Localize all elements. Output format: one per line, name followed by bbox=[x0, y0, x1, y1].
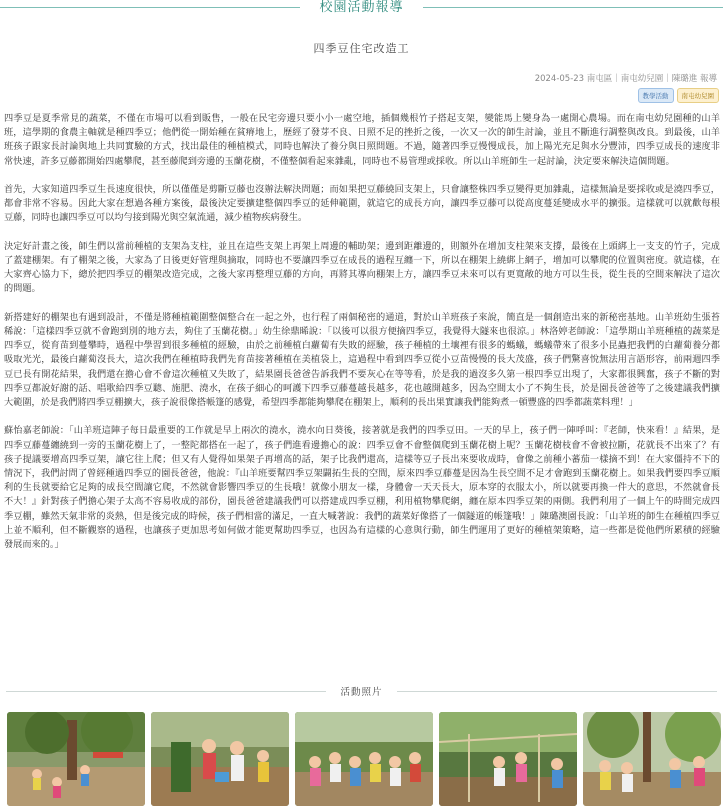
photo-gallery bbox=[7, 712, 721, 806]
photo-thumbnail-2[interactable] bbox=[151, 712, 289, 806]
photo-thumbnail-5[interactable] bbox=[583, 712, 721, 806]
paragraph: 四季豆是夏季常見的蔬菜，不僅在市場可以看到販售，一般在民宅旁邊只要小小一處空地，插個幾根竹子搭起支架，變能馬上變身為一處開心農場。而在南屯幼兒園種的山羊班，這學期的食農主軸就是種四季豆；他們從一開始種在貧瘠地上，歷經了發芽不良、日照不足的挫折之後，一次又一次的師生討論，並且不斷進行調整與改良。到最後，山羊班孩子跟家長討論與地上共同實驗的方式，找出最佳的種植模式，同時也解決了養分與日照問題。不過，隨著四季豆慢慢成長，加上陽光充足與水分豐沛，四季豆成長的速度非常快速，許多豆藤都開始四處攀爬，甚至藤爬到旁邊的玉蘭花樹，不僅整個看起來雜亂，同時也不易管理或採收。所以山羊班師生一起討論，決定要來解決這個問題。 bbox=[4, 113, 720, 167]
photos-header bbox=[0, 684, 723, 698]
photo-watering bbox=[151, 712, 289, 806]
article-title: 四季豆住宅改造工 bbox=[313, 42, 410, 55]
tag-list bbox=[638, 88, 720, 103]
photo-thumbnail-1[interactable] bbox=[7, 712, 145, 806]
paragraph: 新搭建好的棚架也有遇到設計，不僅是將種植範圍整個整合在一起之外，也行程了兩個秘密的通道，對於山羊班孩子來說，簡直是一個創造出來的新秘密基地。山羊班幼生張苔稀說：「這樣四季豆就不會跑到別的地方去，夠住了玉蘭花樹。」幼生徐鼎睎說：「以後可以很方便摘四季豆，我覺得大隧來也很涼。」林洛婷老師說：「這學期山羊班種植的蔬菜是四季豆，從育苗到蔓攀時，過程中學習到很多種植的經驗，由於之前種植白蘿蔔有失敗的經驗，孩子種植的土壤裡有很多的螞蟻，螞蟻帶來了很多小昆蟲把我們的白蘿蔔養分都吸取光光，最後白蘿蔔沒長大，這次我們在種植時我們先育苗接著種植在美植袋上，這過程中看到四季豆從小豆苗慢慢的長大茂盛，孩子們驚喜悅無法用言語形容，前兩週四季豆已長有開花結果，我們還在擔心會不會這次種植又失敗了，結果園長爸爸告訴我們不要灰心在等等看，於是我的過沒多久第一根四季豆出現了，大家都很興奮，孩子不斷的對四季豆都說好謝的話、唱歌給四季豆聽、施肥、澆水，在孩子細心的呵護下四季豆藤蔓越長越多，花也越開越多，因為空間太小了不夠生長，於是園長爸爸等了之後建議我們擴大範圍，於是我們將四季豆棚擴大，孩子說很像搭帳篷的感覺，希望四季都能夠攀爬在棚架上，順利的長出果實讓我們能夠煮一頓豐盛的四季都蔬菜料理！」 bbox=[4, 311, 720, 409]
photo-tree bbox=[583, 712, 721, 806]
section-title: 校園活動報導 bbox=[319, 0, 404, 15]
paragraph: 決定好計畫之後，師生們以當前種植的支架為支柱，並且在這些支架上再架上周邊的輔助架；邊到距離邊的，則額外在增加支柱架來支撐，最後在上頭綁上一支支的竹子，完成了蓋建棚架。有了棚架之後，大家為了日後更好管理與摘取，同時也不要讓四季豆在成長的過程互纏一下，所以在棚架上繞綁上網子，增加可以攀爬的位置與密度。就這樣，在大家齊心協力下，總於把四季豆的棚架改造完成，之後大家再整理豆藤的方向，再將其導向棚架上方，讓四季豆未來可以有更寬敞的地方可以生長，從生長的空間來解決了這次的問題。 bbox=[4, 240, 720, 295]
tag-teaching[interactable]: 教學活動 bbox=[638, 88, 674, 103]
photo-thumbnail-3[interactable] bbox=[295, 712, 433, 806]
paragraph: 首先，大家知道四季豆生長速度很快，所以僅僅是剪斷豆藤也沒辦法解決問題；而如果把豆藤繞回支架上，只會讓整株四季豆變得更加雜亂，這樣無論是要採收或是澆四季豆，都會非常不容易。因此大家在想過各種方案後，最後決定要擴建整個四季豆的延伸範圍，就這它的成長方向，讓四季豆藤可以從高度蔓延變成水平的擴張。這樣就可以就歡每根豆藤，同時也讓四季豆可以均勻接到陽光與空氣流通，減少植物疾病發生。 bbox=[4, 184, 720, 224]
tag-school[interactable]: 南屯幼兒園 bbox=[677, 88, 720, 103]
photos-label: 活動照片 bbox=[340, 687, 383, 698]
photo-thumbnail-4[interactable] bbox=[439, 712, 577, 806]
photo-playground bbox=[7, 712, 145, 806]
article-meta: 2024-05-23 南屯區｜南屯幼兒園｜陳璐進 報導 bbox=[534, 74, 717, 84]
paragraph: 蘇怡嘉老師說：「山羊班這陣子每日最重要的工作就是早上兩次的澆水，澆水向日葵後，接著就是我們的四季豆田。一天的早上，孩子們一陣呼叫：『老師，快來看！』結果，是四季豆藤蔓纏繞到一旁的玉蘭花樹上了，一整陀都搭在一起了，孩子們進看邊擔心的說：四季豆會不會整個爬到玉蘭花樹上呢？玉蘭花樹枝會不會被拉斷，花就長不出來了？有孩子提議要增高四季豆架，讓它往上爬；但又有人覺得如果架子再增高的話，架子比我們還高，這樣等豆子長出來要收成時，會像之前種小蕃茄一樣摘不到！在大家僵持不下的情況下，我們討問了曾經種過四季豆的園長爸爸，他說：『山羊班要幫四季豆架闢拓生長的空間，原來四季豆藤蔓是因為生長空間不足才會跑到玉蘭花樹上。如果我們要四季豆順利的生長就要給它足夠的成長空間讓它爬，不然就會影響四季豆的生長哦！就像小朋友一樣，身體會一天天長大，原本穿的衣服太小，所以就要再換一件大的意思，不然就會長不大！』針對孩子們擔心架子太高不容易收成的部份，園長爸爸建議我們可以搭建成四季豆棚，利用植物攀爬網，纏在原本四季豆架的兩側。我們利用了一個上午的時間完成四季豆棚，雖然天氣非常的炎熱，但是後完成的時候，孩子們相當的滿足，一直大喊著說：我們的蔬菜好像搭了一個隧道的帳篷哦！」陳璐澳園長說：「山羊班的師生在種植四季豆上並不順利，但不斷觀察的過程，也讓孩子更加思考如何做才能更幫助四季豆，也因為有這樣的心意與行動，師生們運用了更好的種植架策略，這一些都是從他們所累積的經驗發展而來的。」 bbox=[4, 425, 720, 551]
photo-group bbox=[295, 712, 433, 806]
article-body bbox=[4, 112, 720, 566]
photo-trellis bbox=[439, 712, 577, 806]
section-header bbox=[0, 0, 723, 16]
